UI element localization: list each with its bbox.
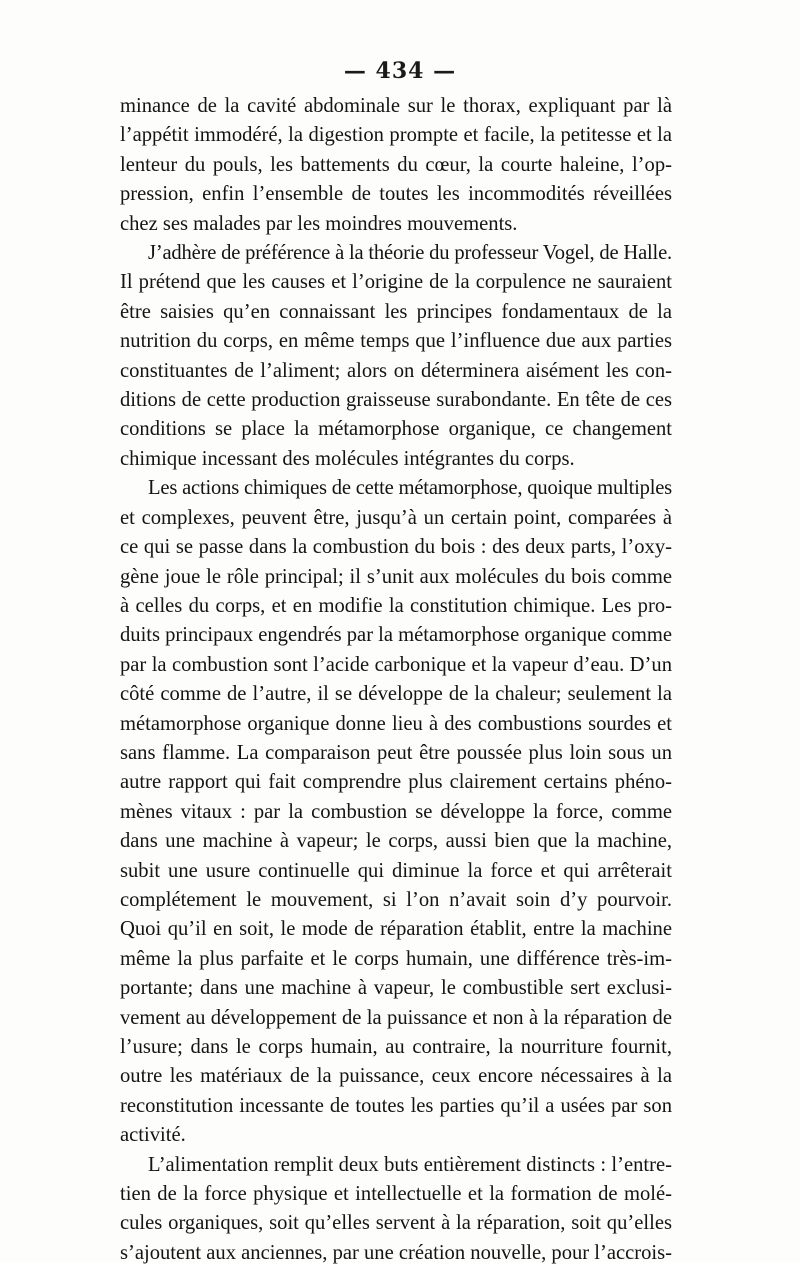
text-line: ce qui se passe dans la combustion du bois : des deux parts, l’oxy- [120, 536, 672, 559]
paragraph [120, 92, 672, 239]
text-line: gène joue le rôle principal; il s’unit aux molécules du bois comme [120, 565, 672, 588]
text-line: sans flamme. La comparaison peut être poussée plus loin sous un [120, 741, 672, 764]
text-line: même la plus parfaite et le corps humain, une différence très-im- [120, 947, 672, 970]
text-line: conditions se place la métamorphose organique, ce changement [120, 418, 672, 441]
text-line: J’adhère de préférence à la théorie du professeur Vogel, de Halle. [148, 242, 672, 265]
text-line: nutrition du corps, en même temps que l’influence due aux parties [120, 330, 672, 353]
text-line: dans une machine à vapeur; le corps, aussi bien que la machine, [120, 830, 672, 853]
text-line: cules organiques, soit qu’elles servent à la réparation, soit qu’elles [120, 1212, 672, 1235]
text-line: tien de la force physique et intellectuelle et la formation de molé- [120, 1183, 672, 1206]
text-line: l’appétit immodéré, la digestion prompte et facile, la petitesse et la [120, 124, 672, 147]
text-line: duits principaux engendrés par la métamorphose organique comme [120, 624, 673, 647]
text-line: subit une usure continuelle qui diminue la force et qui arrêterait [120, 859, 672, 882]
text-line: constituantes de l’aliment; alors on déterminera aisément les con- [120, 359, 672, 382]
text-line: l’usure; dans le corps humain, au contraire, la nourriture fournit, [120, 1036, 672, 1058]
text-line: vement au développement de la puissance et non à la réparation de [120, 1006, 672, 1029]
text-line: Quoi qu’il en soit, le mode de réparation établit, entre la machine [120, 918, 672, 941]
text-line: complétement le mouvement, si l’on n’avait soin d’y pourvoir. [120, 888, 672, 911]
paragraph [120, 1151, 672, 1268]
text-line: par la combustion sont l’acide carbonique et la vapeur d’eau. D’un [120, 653, 672, 676]
text-line: mènes vitaux : par la combustion se développe la force, comme [120, 800, 672, 823]
text-line: pression, enfin l’ensemble de toutes les incommodités réveillées [120, 183, 672, 206]
paragraph [120, 239, 672, 474]
text-line: être saisies qu’en connaissant les principes fondamentaux de la [120, 300, 672, 323]
text-line: Il prétend que les causes et l’origine de la corpulence ne sauraient [120, 271, 672, 294]
text-line: reconstitution incessante de toutes les parties qu’il a usées par son [120, 1094, 672, 1117]
text-line: ditions de cette production graisseuse surabondante. En tête de ces [120, 389, 672, 412]
text-line: s’ajoutent aux anciennes, par une création nouvelle, pour l’accrois- [120, 1241, 672, 1264]
text-line: lenteur du pouls, les battements du cœur, la courte haleine, l’op- [120, 153, 672, 176]
text-line: activité. [120, 1124, 186, 1147]
page-number: — 434 — [343, 58, 457, 84]
text-line: chez ses malades par les moindres mouvements. [120, 212, 518, 235]
paragraph [120, 474, 672, 1150]
text-line: autre rapport qui fait comprendre plus clairement certains phéno- [120, 771, 672, 794]
text-line: outre les matériaux de la puissance, ceux encore nécessaires à la [120, 1065, 672, 1088]
text-line: L’alimentation remplit deux buts entièrement distincts : l’entre- [148, 1153, 672, 1176]
text-line: métamorphose organique donne lieu à des combustions sourdes et [120, 712, 672, 735]
text-line: portante; dans une machine à vapeur, le combustible sert exclusi- [120, 977, 672, 1000]
text-line: chimique incessant des molécules intégrantes du corps. [120, 447, 575, 470]
body-text [120, 92, 672, 1268]
text-line: et complexes, peuvent être, jusqu’à un certain point, comparées à [120, 506, 672, 529]
text-line: côté comme de l’autre, il se développe de la chaleur; seulement la [120, 683, 672, 706]
text-line: Les actions chimiques de cette métamorphose, quoique multiples [148, 477, 672, 500]
text-line: minance de la cavité abdominale sur le thorax, expliquant par là [120, 95, 672, 117]
text-line: à celles du corps, et en modifie la constitution chimique. Les pro- [120, 594, 672, 617]
